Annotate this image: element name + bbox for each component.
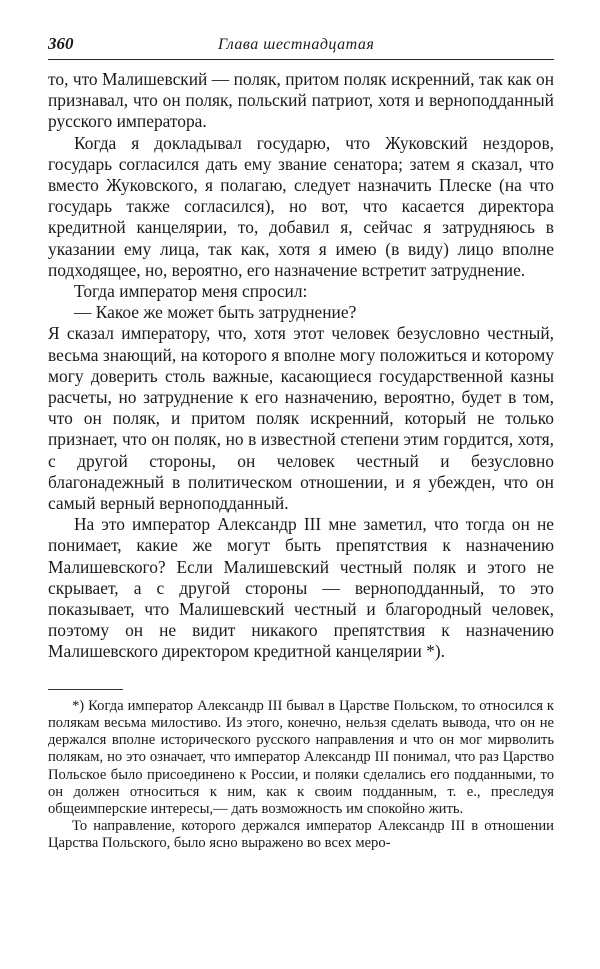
paragraph-5: Я сказал императору, что, хотя этот человек безусловно честный, весьма знающий, на которого я вполне могу положиться и которому могу доверить столь важные, касающиеся государственной казны расчеты, но затруднение к его назначению, вероятно, будет в том, что он поляк, и притом поляк искренний, который не только признает, что он поляк, но в известной степени этим гордится, хотя, с другой стороны, он человек честный и безусловно благонадежный в политическом отношении, и я убежден, что он самый верный верноподданный. bbox=[48, 323, 554, 514]
paragraph-1: то, что Малишевский — поляк, притом поляк искренний, так как он признавал, что он поляк, польский патриот, хотя и верноподданный русского императора. bbox=[48, 69, 554, 132]
page-header bbox=[48, 34, 554, 56]
paragraph-2: Когда я докладывал государю, что Жуковский нездоров, государь согласился дать ему звание сенатора; затем я сказал, что вместо Жуковского, я полагаю, следует назначить Плеске (на что государь также согласился), но вот, что касается директора кредитной канцелярии, то, добавил я, сейчас я затрудняюсь в указании ему лица, так как, хотя я имею (в виду) лицо вполне подходящее, но, вероятно, его назначение встретит затруднение. bbox=[48, 132, 554, 280]
main-text bbox=[48, 69, 554, 663]
footnote-rule bbox=[48, 689, 123, 690]
page-number: 360 bbox=[48, 34, 74, 53]
dialog-line: — Какое же может быть затруднение? bbox=[74, 302, 357, 323]
footnote bbox=[48, 698, 554, 853]
running-head: Глава шестнадцатая bbox=[218, 36, 375, 53]
footnote-paragraph-2: То направление, которого держался император Александр III в отношении Царства Польского, было ясно выражено во всех меро- bbox=[48, 818, 554, 852]
header-rule bbox=[48, 59, 554, 60]
paragraph-3: Тогда император меня спросил: bbox=[74, 281, 308, 302]
book-page bbox=[48, 34, 554, 853]
paragraph-6: На это император Александр III мне заметил, что тогда он не понимает, какие же могут быть препятствия к назначению Малишевского? Если Малишевский честный поляк и этого не скрывает, а с другой стороны — верноподданный, то это показывает, что Малишевский честный и благородный человек, поэтому он не видит никакого препятствия к назначению Малишевского директором кредитной канцелярии *). bbox=[48, 514, 554, 662]
footnote-paragraph-1: *) Когда император Александр III бывал в Царстве Польском, то относился к полякам весьма милостиво. Из этого, конечно, нельзя сделать вывода, что он не держался вполне исторического русского направления и что он мог мирволить полякам, но это означает, что император Александр III понимал, что раз Царство Польское было присоединено к России, и поляки сделались его подданными, то он должен относиться к ним, как к своим подданным, т. е., преследуя общеимперские интересы,— дать возможность им спокойно жить. bbox=[48, 697, 554, 817]
